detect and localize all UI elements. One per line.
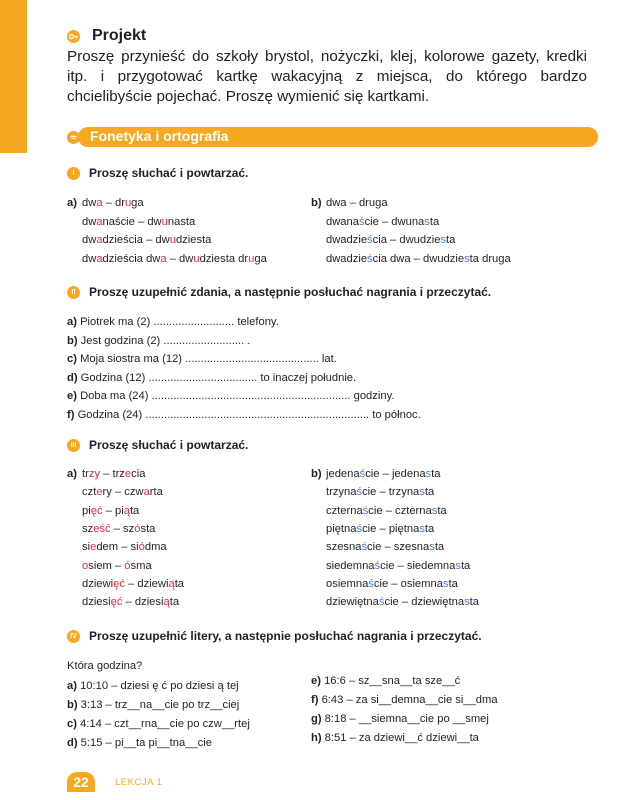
word-segment: ą xyxy=(168,577,175,590)
word-segment: ś xyxy=(356,486,363,499)
word-segment: s xyxy=(464,252,470,265)
item-letter: b) xyxy=(67,699,78,711)
word-pair xyxy=(326,523,434,535)
word-segment: – dziewi xyxy=(124,577,169,590)
word-segment: – dziesi xyxy=(122,596,164,609)
item-letter: f) xyxy=(67,408,75,421)
word-segment: ś xyxy=(358,215,365,228)
word-segment: ą xyxy=(163,596,170,609)
word-segment: – sz xyxy=(110,522,135,535)
item-text: Godzina (12) ................................... to inaczej południe. xyxy=(80,371,357,384)
word-segment: u xyxy=(248,252,255,265)
lesson-label: LEKCJA 1 xyxy=(115,777,163,788)
exercise-question: Która godzina? xyxy=(67,660,143,672)
column-label: a) xyxy=(67,468,77,480)
column-label: b) xyxy=(311,197,322,209)
word-segment: cie – czterna xyxy=(368,504,432,517)
exercise-title: Proszę słuchać i powtarzać. xyxy=(89,438,249,452)
word-segment: – trz xyxy=(100,468,125,480)
word-segment: naście – dw xyxy=(102,215,162,228)
fill-item xyxy=(67,699,239,711)
exercise-number-badge: IV xyxy=(67,630,80,643)
word-segment: u xyxy=(124,197,132,209)
word-segment: s xyxy=(440,234,447,246)
fill-item xyxy=(311,694,498,706)
word-pair xyxy=(82,578,184,590)
word-segment: jedena xyxy=(326,468,360,480)
exercise-number-badge: III xyxy=(67,439,80,452)
word-pair xyxy=(82,234,211,246)
word-segment: s xyxy=(429,541,435,554)
word-segment: cie – jedena xyxy=(365,468,426,480)
word-segment: dzieścia dw xyxy=(102,252,161,265)
fill-item xyxy=(67,680,239,692)
page-edge-bar xyxy=(0,0,27,153)
item-letter: a) xyxy=(67,680,77,692)
word-segment: ry – czw xyxy=(102,486,144,499)
word-segment: a xyxy=(96,252,103,265)
word-pair xyxy=(326,541,444,553)
word-segment: dzieścia – dw xyxy=(102,234,170,246)
word-segment: cie – szesna xyxy=(367,541,430,554)
word-segment: e xyxy=(124,468,132,480)
word-segment: trzyna xyxy=(326,486,357,499)
word-segment: – dr xyxy=(102,197,125,209)
word-segment: rta xyxy=(149,486,163,499)
word-segment: dwana xyxy=(326,215,359,228)
item-text: 8:18 – __siemna__cie po __smej xyxy=(324,713,489,725)
word-segment: cie – dziewiętna xyxy=(384,596,465,609)
word-pair xyxy=(326,234,455,246)
item-text: 5:15 – pi__ta pi__tna__cie xyxy=(80,737,212,749)
word-segment: ś xyxy=(378,596,385,609)
item-letter: e) xyxy=(67,390,77,402)
word-segment: dem – si xyxy=(96,541,139,554)
word-pair xyxy=(82,253,267,265)
word-segment: cia xyxy=(131,468,146,480)
word-segment: s xyxy=(442,577,449,590)
word-segment: dziesta xyxy=(175,234,212,246)
word-segment: ś xyxy=(367,234,373,246)
word-segment: dw xyxy=(82,252,97,265)
item-text: 8:51 – za dziewi__ć dziewi__ta xyxy=(324,732,479,744)
word-pair xyxy=(326,216,439,228)
word-segment: ó xyxy=(124,559,131,572)
item-text: Piotrek ma (2) .......................... telefony. xyxy=(80,316,279,328)
word-pair xyxy=(326,505,447,517)
word-segment: dwadzie xyxy=(326,252,368,265)
word-segment: a xyxy=(96,234,103,246)
word-segment: ga xyxy=(254,252,267,265)
item-letter: a) xyxy=(67,316,77,328)
item-text: 4:14 – czt__rna__cie po czw__rtej xyxy=(80,718,250,730)
word-pair xyxy=(82,523,155,535)
word-segment: ta xyxy=(431,468,441,480)
word-segment: siem – xyxy=(88,559,125,572)
word-segment: ś xyxy=(359,468,366,480)
key-icon xyxy=(67,30,80,43)
word-segment: ęć xyxy=(90,504,103,517)
word-segment: sz xyxy=(82,522,94,535)
word-segment: cie – piętna xyxy=(362,522,420,535)
exercise-title: Proszę uzupełnić litery, a następnie posłuchać nagrania i przeczytać. xyxy=(89,629,482,643)
word-pair xyxy=(82,596,179,608)
word-segment: ęć xyxy=(110,596,123,609)
word-segment: ta xyxy=(169,596,180,609)
word-segment: a xyxy=(160,252,167,265)
word-pair xyxy=(82,560,152,572)
word-segment: ś xyxy=(368,577,374,590)
item-letter: b) xyxy=(67,334,78,347)
word-segment: ta xyxy=(129,504,140,517)
word-segment: siedemna xyxy=(326,559,375,572)
word-segment: tr xyxy=(82,468,89,480)
word-pair xyxy=(326,197,388,209)
item-text: Godzina (24) ........................................................................ to północ. xyxy=(77,408,421,421)
sentence-item xyxy=(67,372,356,384)
word-pair xyxy=(326,253,511,265)
fill-item xyxy=(311,713,489,725)
word-segment: dziesta dr xyxy=(199,252,249,265)
word-pair xyxy=(82,197,144,209)
word-segment: cia – dwudzie xyxy=(372,234,441,246)
word-segment: ś xyxy=(374,559,381,572)
word-segment: e xyxy=(96,486,103,499)
word-segment: osiemna xyxy=(326,577,369,590)
word-segment: ęć xyxy=(113,577,125,590)
word-pair xyxy=(326,468,440,480)
sentence-item xyxy=(67,353,337,365)
word-pair xyxy=(326,560,470,572)
word-segment: cie – trzyna xyxy=(362,486,420,499)
word-segment: ta xyxy=(429,215,440,228)
word-segment: u xyxy=(169,234,176,246)
sentence-item xyxy=(67,316,279,328)
word-segment: a xyxy=(96,215,103,228)
page-number: 22 xyxy=(73,774,89,790)
word-segment: s xyxy=(464,596,470,609)
exercise-number-badge: II xyxy=(67,286,80,299)
word-segment: a xyxy=(96,197,103,209)
word-segment: s xyxy=(455,559,461,572)
word-segment: ś xyxy=(361,541,368,554)
word-segment: dwadzie xyxy=(326,234,368,246)
exercise-title: Proszę słuchać i powtarzać. xyxy=(89,166,249,180)
section-title: Fonetyka i ortografia xyxy=(90,128,229,144)
word-segment: dw xyxy=(82,234,97,246)
word-segment: ta xyxy=(434,541,445,554)
item-letter: d) xyxy=(67,371,78,384)
word-segment: dma xyxy=(144,541,167,554)
fill-item xyxy=(311,675,460,687)
word-segment: s xyxy=(419,486,425,499)
word-segment: dziewiętna xyxy=(326,596,379,609)
word-segment: e xyxy=(90,541,97,554)
word-segment: sta xyxy=(140,522,156,535)
word-pair xyxy=(326,578,458,590)
sentence-item xyxy=(67,390,394,402)
word-segment: nasta xyxy=(167,215,196,228)
item-letter: c) xyxy=(67,718,77,730)
word-segment: ta xyxy=(448,577,458,590)
item-letter: e) xyxy=(311,675,321,687)
item-text: Moja siostra ma (12) ........................................... lat. xyxy=(80,353,337,365)
word-segment: ta xyxy=(424,522,435,535)
word-segment: ta xyxy=(174,577,185,590)
item-letter: h) xyxy=(311,732,322,744)
word-segment: s xyxy=(424,215,430,228)
word-segment: ta xyxy=(460,559,471,572)
fill-item xyxy=(311,732,479,744)
word-segment: pi xyxy=(82,504,91,517)
word-segment: – pi xyxy=(102,504,124,517)
sentence-item xyxy=(67,335,250,347)
word-segment: dw xyxy=(82,197,97,209)
word-segment: ś xyxy=(362,504,369,517)
item-letter: f) xyxy=(311,694,319,706)
project-text: Proszę przynieść do szkoły brystol, nożyczki, klej, kolorowe gazety, kredki itp. i przygotować kartkę wakacyjną z miejsca, do którego bardzo chcielibyście pojechać. Proszę wymienić się kartkami. xyxy=(67,48,587,105)
word-segment: ta xyxy=(469,596,480,609)
word-segment: cie – osiemna xyxy=(373,577,443,590)
fill-item xyxy=(67,737,212,749)
word-segment: cie – siedemna xyxy=(380,559,456,572)
word-segment: ga xyxy=(131,197,144,209)
item-text: 10:10 – dziesi ę ć po dziesi ą tej xyxy=(80,680,239,692)
word-segment: dw xyxy=(82,215,97,228)
item-letter: g) xyxy=(311,713,322,725)
word-segment: u xyxy=(161,215,168,228)
item-text: 16:6 – sz__sna__ta sze__ć xyxy=(324,675,461,687)
item-letter: c) xyxy=(67,353,77,365)
word-segment: cia dwa – dwudzie xyxy=(372,252,465,265)
word-segment: czterna xyxy=(326,504,363,517)
word-segment: si xyxy=(82,541,91,554)
item-letter: d) xyxy=(67,737,78,749)
word-segment: ś xyxy=(356,522,363,535)
word-segment: – dw xyxy=(166,252,194,265)
word-segment: s xyxy=(419,522,425,535)
exercise-number-badge: I xyxy=(67,167,80,180)
word-pair xyxy=(82,468,145,480)
word-segment: czt xyxy=(82,486,97,499)
word-pair xyxy=(82,216,195,228)
word-segment: ta druga xyxy=(469,252,511,265)
word-segment: ó xyxy=(138,541,145,554)
word-segment: zy xyxy=(88,468,101,480)
word-segment: dziesi xyxy=(82,596,111,609)
exercise-title: Proszę uzupełnić zdania, a następnie posłuchać nagrania i przeczytać. xyxy=(89,285,492,299)
word-segment: s xyxy=(431,504,438,517)
word-pair xyxy=(82,486,163,498)
item-text: Jest godzina (2) .......................... . xyxy=(80,334,251,347)
word-pair xyxy=(82,505,139,517)
item-text: Doba ma (24) ................................................................ godziny. xyxy=(80,390,395,402)
word-pair xyxy=(326,486,434,498)
word-segment: eść xyxy=(93,522,111,535)
project-title: Projekt xyxy=(92,27,147,44)
column-label: b) xyxy=(311,468,322,480)
word-segment: dziewi xyxy=(82,577,114,590)
word-pair xyxy=(82,541,167,553)
word-segment: piętna xyxy=(326,522,357,535)
item-text: 3:13 – trz__na__cie po trz__ciej xyxy=(80,699,240,711)
sentence-item xyxy=(67,409,421,421)
word-segment: ta xyxy=(437,504,447,517)
word-segment: o xyxy=(82,559,89,572)
word-segment: dwa – druga xyxy=(326,197,388,209)
word-segment: ą xyxy=(123,504,130,517)
column-label: a) xyxy=(67,197,77,209)
word-segment: ta xyxy=(446,234,456,246)
item-text: 6:43 – za si__demna__cie si__dma xyxy=(321,694,498,706)
word-segment: cie – dwuna xyxy=(364,215,425,228)
word-segment: szesna xyxy=(326,541,362,554)
word-segment: ó xyxy=(134,522,141,535)
fill-item xyxy=(67,718,250,730)
word-segment: u xyxy=(193,252,200,265)
word-segment: s xyxy=(425,468,432,480)
word-segment: ta xyxy=(424,486,435,499)
word-segment: a xyxy=(143,486,150,499)
word-pair xyxy=(326,596,479,608)
word-segment: ś xyxy=(367,252,373,265)
word-segment: sma xyxy=(130,559,152,572)
